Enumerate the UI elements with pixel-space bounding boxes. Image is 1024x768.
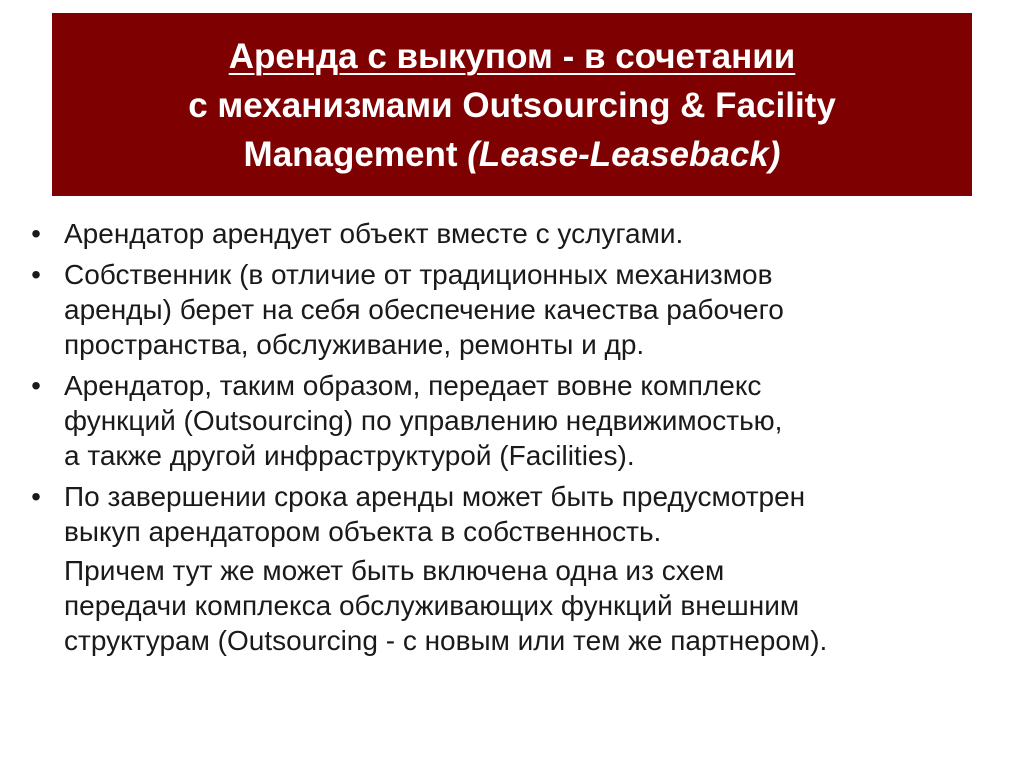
bullet-line: аренды) берет на себя обеспечение качества рабочего	[64, 294, 784, 325]
bullet-line: По завершении срока аренды может быть предусмотрен	[64, 481, 806, 512]
bullet-list	[20, 216, 1010, 664]
bullet-item	[20, 368, 1010, 473]
note-paragraph	[20, 553, 1010, 658]
slide-title-line3	[244, 130, 781, 179]
bullet-line: пространства, обслуживание, ремонты и др.	[64, 329, 645, 360]
note-line: структурам (Outsourcing - с новым или тем же партнером).	[64, 625, 828, 656]
bullet-line: Арендатор, таким образом, передает вовне комплекс	[64, 370, 762, 401]
bullet-item	[20, 257, 1010, 362]
bullet-marker: •	[31, 481, 41, 512]
bullet-line: функций (Outsourcing) по управлению недвижимостью,	[64, 405, 783, 436]
bullet-marker: •	[31, 259, 41, 290]
bullet-marker: •	[31, 370, 41, 401]
slide-title-line2: с механизмами Outsourcing & Facility	[188, 86, 836, 125]
slide-title-box	[52, 13, 972, 196]
bullet-marker: •	[31, 218, 41, 249]
note-line: Причем тут же может быть включена одна из схем	[64, 555, 725, 586]
bullet-line: а также другой инфраструктурой (Facilities).	[64, 440, 635, 471]
bullet-item	[20, 479, 1010, 549]
bullet-item	[20, 216, 1010, 251]
bullet-line: Собственник (в отличие от традиционных механизмов	[64, 259, 773, 290]
bullet-line: выкуп арендатором объекта в собственность.	[64, 516, 662, 547]
slide-title-line1: Аренда с выкупом - в сочетании	[228, 37, 796, 76]
slide-title-line3-prefix: Management	[243, 135, 468, 174]
note-line: передачи комплекса обслуживающих функций внешним	[64, 590, 800, 621]
slide-title-line3-italic: (Lease-Leaseback)	[467, 135, 781, 174]
bullet-line: Арендатор арендует объект вместе с услугами.	[64, 218, 684, 249]
